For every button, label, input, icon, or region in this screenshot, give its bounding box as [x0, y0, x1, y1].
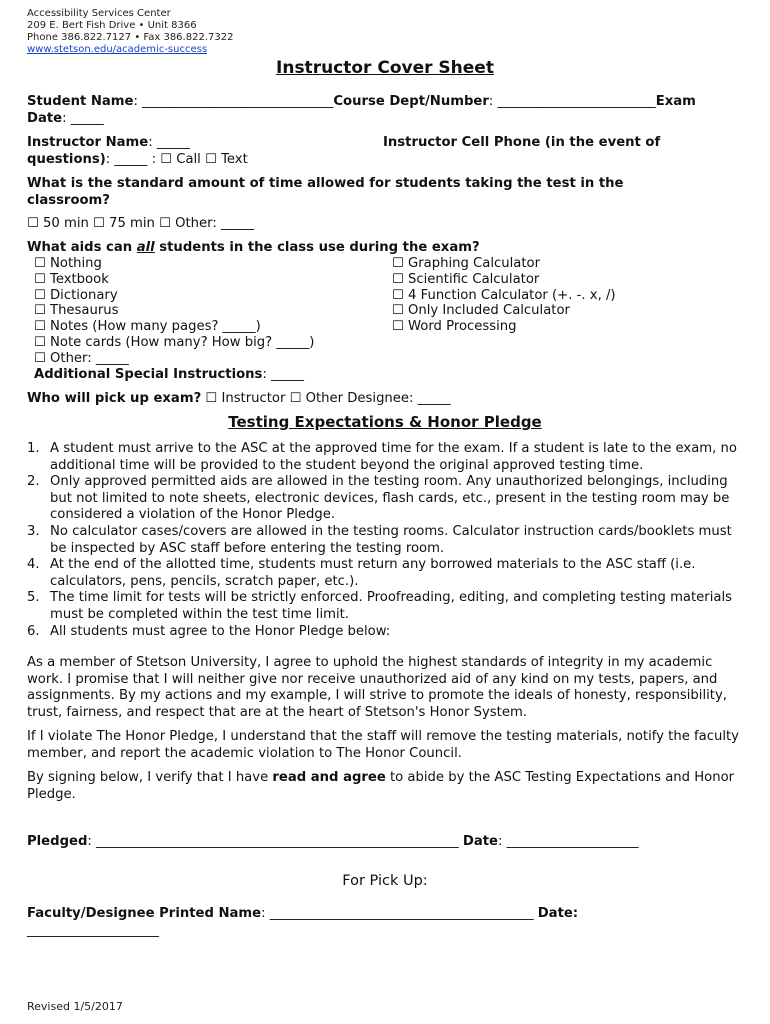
exam-date-field[interactable]: _____	[70, 110, 104, 126]
signing-paragraph	[27, 770, 742, 803]
pledged-signature-field[interactable]: _______________________________________________________	[96, 834, 459, 849]
student-course-row: Student Name: _____________________________Course Dept/Number: ________________________Exam Date: _____	[27, 94, 696, 126]
special-instructions-row: Additional Special Instructions: _____	[34, 367, 305, 382]
aids-question-pre: What aids can	[27, 240, 137, 255]
aids-question	[27, 240, 747, 257]
special-instructions-field[interactable]: _____	[271, 367, 305, 382]
rule-number: 4.	[27, 557, 40, 573]
aid-option-nothing[interactable]: ☐ Nothing	[34, 256, 102, 271]
faculty-name-field[interactable]: ________________________________________	[269, 906, 534, 921]
aid-option-graphing-calculator[interactable]: ☐ Graphing Calculator	[392, 256, 541, 271]
signing-emphasis: read and agree	[272, 770, 386, 785]
section-title: Testing Expectations & Honor Pledge	[228, 413, 542, 431]
revision-date: Revised 1/5/2017	[27, 1000, 123, 1013]
rule-number: 6.	[27, 623, 40, 639]
org-address: 209 E. Bert Fish Drive • Unit 8366	[27, 20, 197, 31]
honor-pledge-paragraph: As a member of Stetson University, I agree to uphold the highest standards of integrity in my academic work. I promise that I will neither give nor receive unauthorized aid of any kind on my tests, papers, and assignments. By my actions and my example, I will strive to promote the ideals of honesty, responsibility, trust, fairness, and respect that are at the heart of Stetson's Honor System.	[27, 655, 727, 720]
page-title: Instructor Cover Sheet	[276, 58, 494, 78]
aid-option-thesaurus[interactable]: ☐ Thesaurus	[34, 303, 119, 318]
cut-line-divider	[37, 861, 743, 864]
violation-paragraph: If I violate The Honor Pledge, I understand that the staff will remove the testing materials, notify the faculty member, and report the academic violation to The Honor Council.	[27, 729, 739, 761]
rule-number: 5.	[27, 590, 40, 606]
aids-question-emphasis: all	[136, 240, 155, 255]
aid-option-other[interactable]: ☐ Other: _____	[34, 351, 129, 366]
faculty-date-label: Date:	[537, 906, 579, 921]
rule-text: Only approved permitted aids are allowed in the testing room. Any unauthorized belongings, including but not limited to note sheets, electronic devices, flash cards, etc., present in the testing room may be considered a violation of the Honor Pledge.	[50, 474, 730, 523]
faculty-date-field[interactable]: ____________________	[27, 922, 159, 938]
org-name: Accessibility Services Center	[27, 8, 171, 19]
signing-pre: By signing below, I verify that I have	[27, 770, 273, 785]
instructor-row: Instructor Name: _____ Instructor Cell Phone (in the event of questions): _____ : ☐ Call ☐ Text	[27, 135, 661, 167]
exam-label: Exam	[655, 94, 696, 109]
cell-phone-field[interactable]: _____	[114, 151, 148, 167]
time-options[interactable]: ☐ 50 min ☐ 75 min ☐ Other: _____	[27, 216, 254, 231]
pledged-row: Pledged: _______________________________________________________ Date: ____________________	[27, 834, 639, 849]
pledged-label: Pledged	[27, 834, 88, 849]
aid-option-dictionary[interactable]: ☐ Dictionary	[34, 288, 118, 303]
rule-item	[27, 524, 749, 557]
time-question-line2: classroom?	[27, 192, 110, 208]
rule-text: At the end of the allotted time, students must return any borrowed materials to the ASC staff (i.e. calculators, pens, pencils, scratch paper, etc.).	[50, 557, 696, 589]
rule-item	[27, 441, 749, 474]
text-checkbox[interactable]: ☐ Text	[205, 151, 248, 167]
org-header	[27, 8, 233, 56]
pickup-label: Who will pick up exam?	[27, 391, 202, 406]
org-website-link[interactable]: www.stetson.edu/academic-success	[27, 44, 208, 55]
pickup-options[interactable]: ☐ Instructor ☐ Other Designee: _____	[201, 391, 451, 406]
rule-number: 1.	[27, 441, 40, 456]
aid-option-4-function-calculator[interactable]: ☐ 4 Function Calculator (+. -. x, /)	[392, 288, 616, 303]
rule-text: The time limit for tests will be strictly enforced. Proofreading, editing, and completing testing materials must be completed within the test time limit.	[50, 590, 733, 622]
course-field[interactable]: ________________________	[497, 94, 656, 109]
rules-list	[27, 441, 749, 640]
time-question	[27, 176, 747, 209]
rule-text: All students must agree to the Honor Pledge below:	[50, 623, 391, 639]
special-instructions-label: Additional Special Instructions	[34, 367, 263, 382]
exam-date-label: Date	[27, 110, 63, 126]
course-label: Course Dept/Number	[333, 94, 489, 109]
pickup-row	[27, 391, 747, 408]
signing-post: to abide by the ASC Testing Expectations and Honor Pledge.	[27, 770, 735, 802]
aid-option-notes[interactable]: ☐ Notes (How many pages? _____)	[34, 319, 261, 334]
org-phone: Phone 386.822.7127 • Fax 386.822.7322	[27, 32, 234, 43]
aid-option-note-cards[interactable]: ☐ Note cards (How many? How big? _____)	[34, 335, 315, 350]
pickup-section-title: For Pick Up:	[342, 873, 428, 889]
rule-number: 2.	[27, 474, 40, 490]
rule-text: A student must arrive to the ASC at the approved time for the exam. If a student is late to the exam, no additional time will be provided to the student beyond the original approved testing time.	[50, 441, 737, 473]
cell-phone-label-cont: questions)	[27, 151, 106, 167]
student-name-label: Student Name	[27, 94, 134, 109]
rule-item	[27, 557, 749, 590]
call-checkbox[interactable]: ☐ Call	[160, 151, 201, 167]
aid-option-textbook[interactable]: ☐ Textbook	[34, 272, 109, 287]
aid-option-word-processing[interactable]: ☐ Word Processing	[392, 319, 517, 334]
faculty-name-label: Faculty/Designee Printed Name	[27, 906, 262, 921]
instructor-name-label: Instructor Name	[27, 135, 149, 150]
pledged-date-field[interactable]: ____________________	[506, 834, 639, 849]
pledged-date-label: Date	[462, 834, 498, 849]
aid-option-scientific-calculator[interactable]: ☐ Scientific Calculator	[392, 272, 540, 287]
faculty-row: Faculty/Designee Printed Name: ________________________________________ Date: ____________________	[27, 906, 579, 938]
cell-phone-label: Instructor Cell Phone (in the event of	[383, 135, 661, 150]
time-question-line1: What is the standard amount of time allowed for students taking the test in the	[27, 176, 624, 191]
rule-number: 3.	[27, 523, 40, 539]
rule-item	[27, 474, 749, 524]
rule-item	[27, 590, 749, 623]
instructor-name-field[interactable]: _____	[156, 135, 190, 150]
rule-item	[27, 624, 749, 641]
aids-question-post: students in the class use during the exam?	[154, 240, 480, 255]
rule-text: No calculator cases/covers are allowed in the testing rooms. Calculator instruction cards/booklets must be inspected by ASC staff before entering the testing room.	[50, 523, 732, 556]
aid-option-included-calculator[interactable]: ☐ Only Included Calculator	[392, 303, 570, 318]
student-name-field[interactable]: _____________________________	[142, 94, 334, 109]
